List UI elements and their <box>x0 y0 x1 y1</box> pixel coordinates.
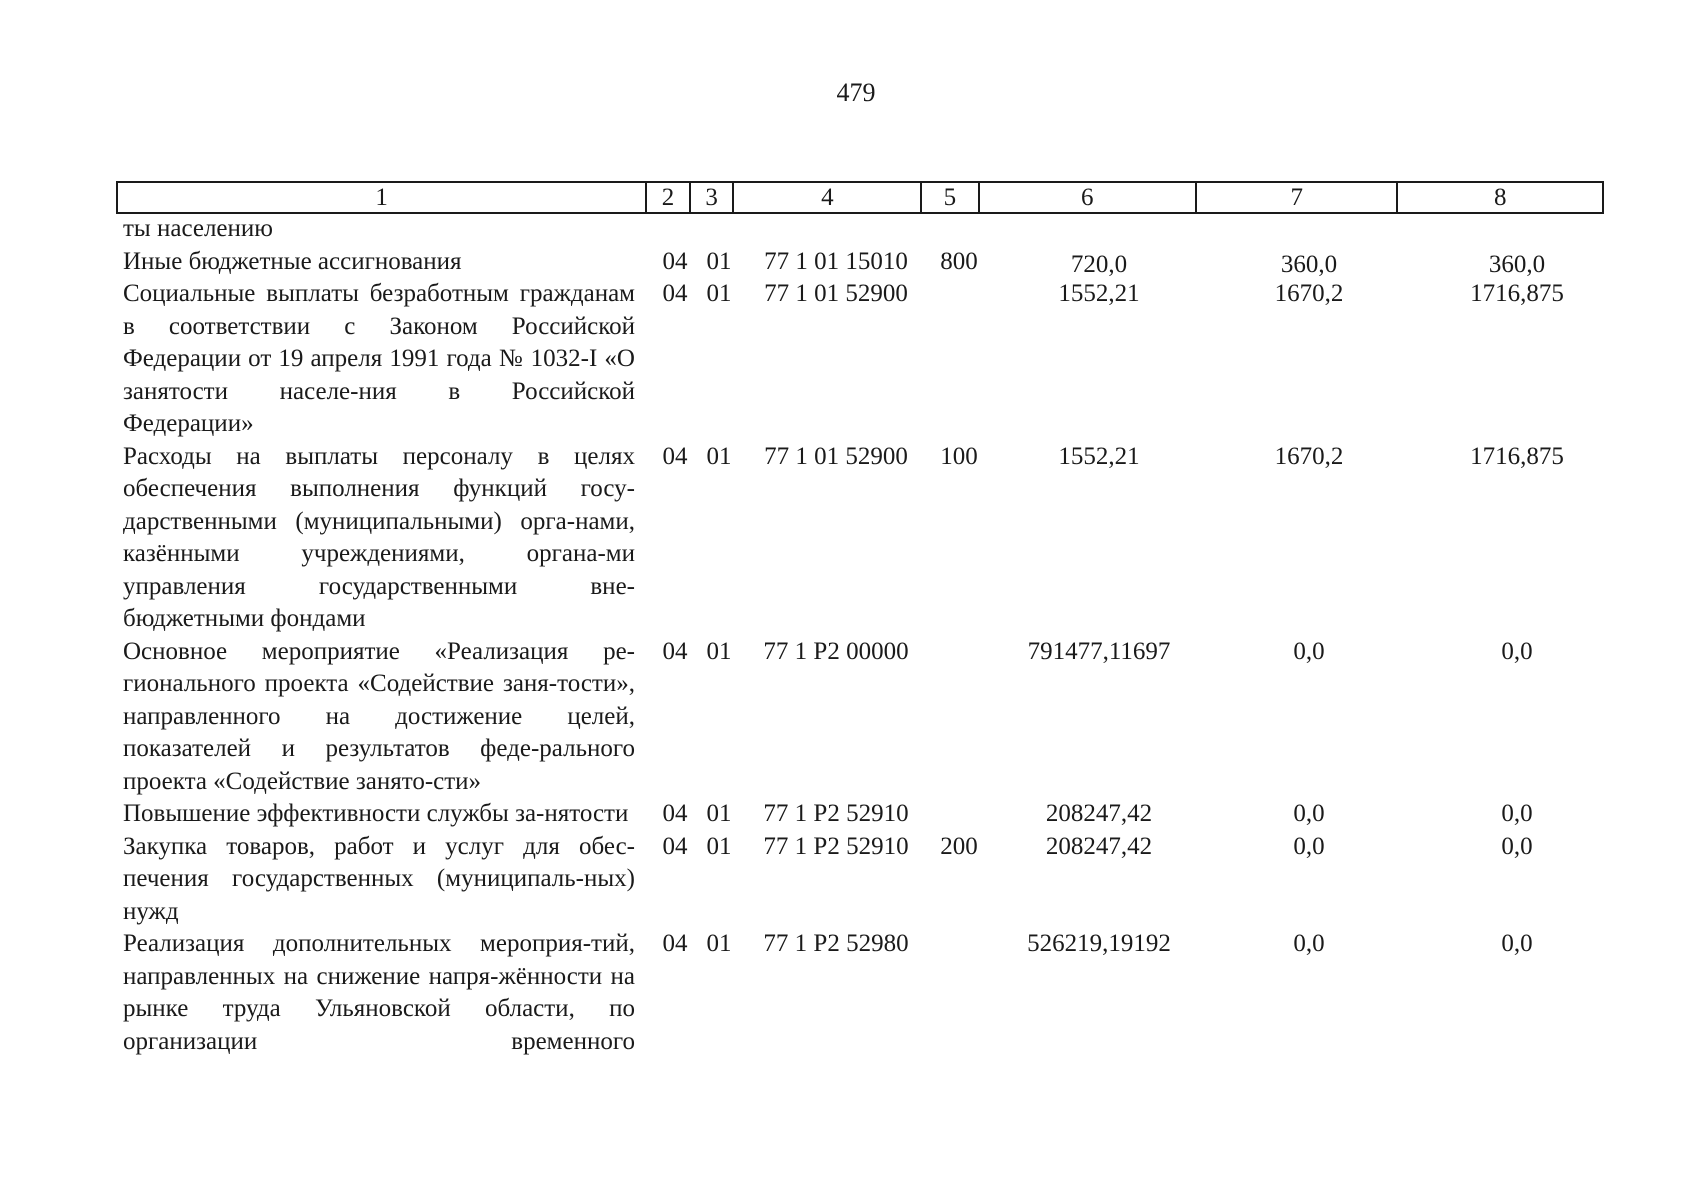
header-col-5: 5 <box>921 182 978 213</box>
row-target-article: 77 1 01 15010 <box>764 247 908 275</box>
row-description: Расходы на выплаты персоналу в целях обеспечения выполнения функций госу-дарственными (муниципальными) орга-нами, казёнными учреждениями, органа-ми управления государственными вне-бюджетными фондами <box>123 442 635 632</box>
table-header <box>116 181 1604 214</box>
row-value-2: 1670,2 <box>1274 442 1344 470</box>
row-description: Закупка товаров, работ и услуг для обес-печения государственных (муниципаль-ных) нужд <box>123 832 635 925</box>
header-col-7: 7 <box>1196 182 1398 213</box>
row-section: 04 <box>662 280 688 307</box>
row-value-1: 1552,21 <box>1058 442 1140 470</box>
row-subsection: 01 <box>706 442 732 470</box>
row-target-article: 77 1 01 52900 <box>764 280 908 307</box>
row-value-1: 208247,42 <box>1045 832 1153 860</box>
row-section: 04 <box>662 442 688 470</box>
row-subsection: 01 <box>706 832 732 860</box>
row-value-2: 360,0 <box>1280 250 1338 278</box>
table-row <box>123 246 1623 279</box>
table-row <box>123 213 1623 246</box>
header-col-1: 1 <box>117 182 646 213</box>
row-value-3: 0,0 <box>1501 930 1533 957</box>
row-value-3: 1716,875 <box>1470 442 1564 470</box>
row-subsection: 01 <box>706 930 732 957</box>
table-row <box>123 798 1623 831</box>
row-description: Основное мероприятие «Реализация ре-гионального проекта «Содействие заня-тости», направленного на достижение целей, показателей и результатов феде-рального проекта «Содействие занято-сти» <box>123 637 635 795</box>
table-row <box>123 441 1623 636</box>
row-section: 04 <box>662 930 688 957</box>
row-description: Реализация дополнительных мероприя-тий, направленных на снижение напря-жённости на рынке труда Ульяновской области, по организации временного <box>123 930 635 1055</box>
row-expense-type: 100 <box>940 442 978 470</box>
row-value-3: 1716,875 <box>1470 280 1564 307</box>
row-section: 04 <box>662 832 688 860</box>
page-number: 479 <box>836 78 876 107</box>
row-value-3: 0,0 <box>1501 637 1533 665</box>
row-target-article: 77 1 P2 00000 <box>763 637 909 665</box>
row-value-3: 0,0 <box>1501 800 1533 827</box>
row-section: 04 <box>662 247 688 275</box>
row-section: 04 <box>662 637 688 665</box>
table-row <box>123 831 1623 929</box>
row-description: ты населению <box>123 215 273 242</box>
row-expense-type: 800 <box>940 247 978 275</box>
row-value-3: 360,0 <box>1488 250 1546 278</box>
header-col-6: 6 <box>979 182 1196 213</box>
table-row <box>123 928 1623 1058</box>
row-expense-type: 200 <box>940 832 978 860</box>
row-target-article: 77 1 P2 52980 <box>763 930 909 957</box>
header-col-8: 8 <box>1397 182 1603 213</box>
row-value-2: 0,0 <box>1293 930 1325 957</box>
row-value-1: 791477,11697 <box>1027 637 1171 665</box>
header-col-2: 2 <box>646 182 690 213</box>
table-body <box>123 213 1623 1058</box>
table-row <box>123 636 1623 799</box>
header-col-4: 4 <box>733 182 921 213</box>
row-value-2: 0,0 <box>1293 637 1325 665</box>
row-target-article: 77 1 P2 52910 <box>763 832 909 860</box>
row-value-3: 0,0 <box>1501 832 1533 860</box>
table-row <box>123 278 1623 441</box>
row-subsection: 01 <box>706 247 732 275</box>
row-description: Иные бюджетные ассигнования <box>123 247 462 275</box>
row-value-1: 208247,42 <box>1045 800 1153 827</box>
row-target-article: 77 1 01 52900 <box>764 442 908 470</box>
row-subsection: 01 <box>706 637 732 665</box>
row-subsection: 01 <box>706 280 732 307</box>
row-description: Повышение эффективности службы за-нятости <box>123 800 629 827</box>
header-row <box>117 182 1603 213</box>
row-description: Социальные выплаты безработным гражданам в соответствии с Законом Российской Федерации от 19 апреля 1991 года № 1032-I «О занятости населе-ния в Российской Федерации» <box>123 280 635 437</box>
row-value-1: 720,0 <box>1070 250 1128 278</box>
row-value-2: 1670,2 <box>1274 280 1344 307</box>
row-subsection: 01 <box>706 800 732 827</box>
row-value-1: 1552,21 <box>1058 280 1140 307</box>
row-value-2: 0,0 <box>1293 832 1325 860</box>
row-section: 04 <box>662 800 688 827</box>
header-col-3: 3 <box>690 182 734 213</box>
row-value-1: 526219,19192 <box>1027 930 1171 957</box>
row-value-2: 0,0 <box>1293 800 1325 827</box>
row-target-article: 77 1 P2 52910 <box>763 800 909 827</box>
